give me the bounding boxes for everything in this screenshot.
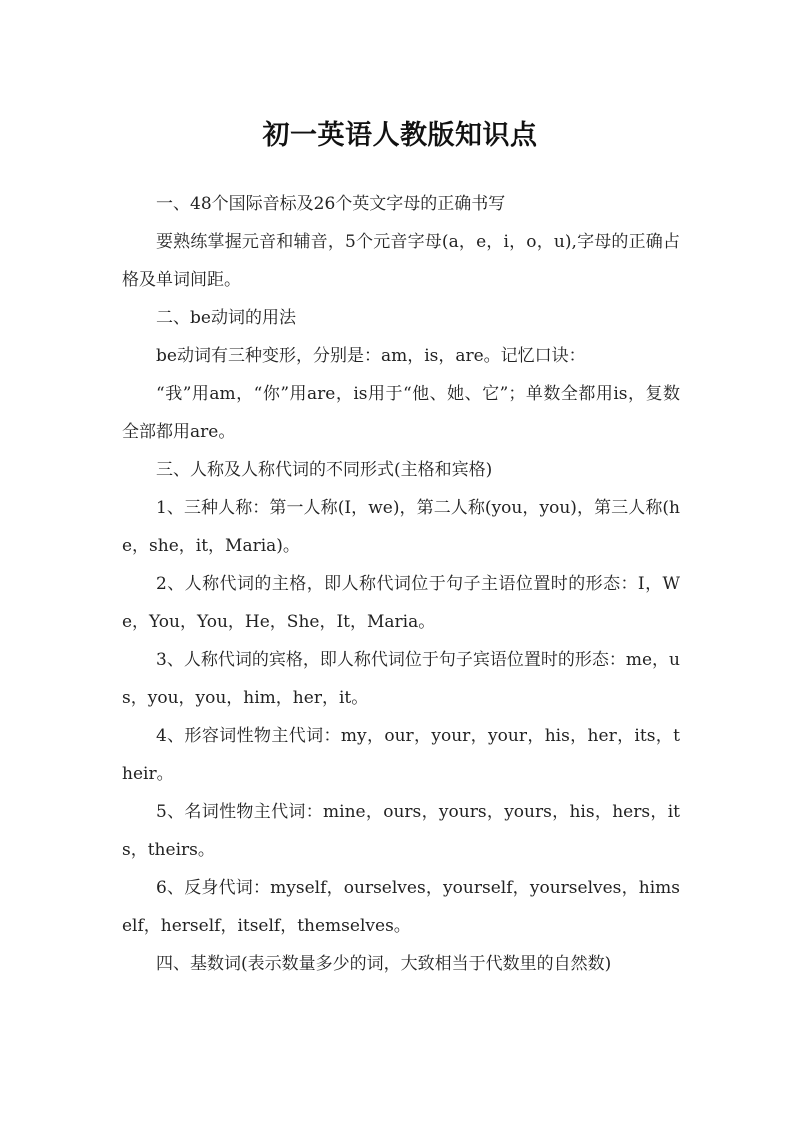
paragraph-object-pronouns: 3、人称代词的宾格，即人称代词位于句子宾语位置时的形态：me，us，you，you，him，her，it。 [122,650,680,708]
paragraph-be-forms: be动词有三种变形，分别是：am，is，are。记忆口诀： [156,346,586,366]
paragraph-subject-pronouns: 2、人称代词的主格，即人称代词位于句子主语位置时的形态：I，We，You，You，He，She，It，Maria。 [122,574,680,632]
paragraph-possessive-pronouns: 5、名词性物主代词：mine，ours，yours，yours，his，hers，its，theirs。 [122,802,680,860]
paragraph-vowels: 要熟练掌握元音和辅音，5个元音字母(a，e，i，o，u),字母的正确占格及单词间距。 [122,232,680,290]
document-title: 初一英语人教版知识点 [262,120,538,152]
section-heading-be-verb: 二、be动词的用法 [156,308,296,328]
section-heading-pronouns: 三、人称及人称代词的不同形式(主格和宾格) [156,460,493,480]
document-body [122,185,680,983]
paragraph-reflexive-pronouns: 6、反身代词：myself，ourselves，yourself，yourselves，himself，herself，itself，themselves。 [122,878,680,936]
section-heading-cardinal-numbers: 四、基数词(表示数量多少的词，大致相当于代数里的自然数) [156,954,612,974]
section-heading-phonetics: 一、48个国际音标及26个英文字母的正确书写 [156,194,506,214]
paragraph-possessive-adjectives: 4、形容词性物主代词：my，our，your，your，his，her，its，their。 [122,726,680,784]
paragraph-be-mnemonic: “我”用am，“你”用are，is用于“他、她、它”；单数全都用is，复数全部都用are。 [122,384,680,442]
paragraph-three-persons: 1、三种人称：第一人称(I，we)，第二人称(you，you)，第三人称(he，she，it，Maria)。 [122,498,680,556]
